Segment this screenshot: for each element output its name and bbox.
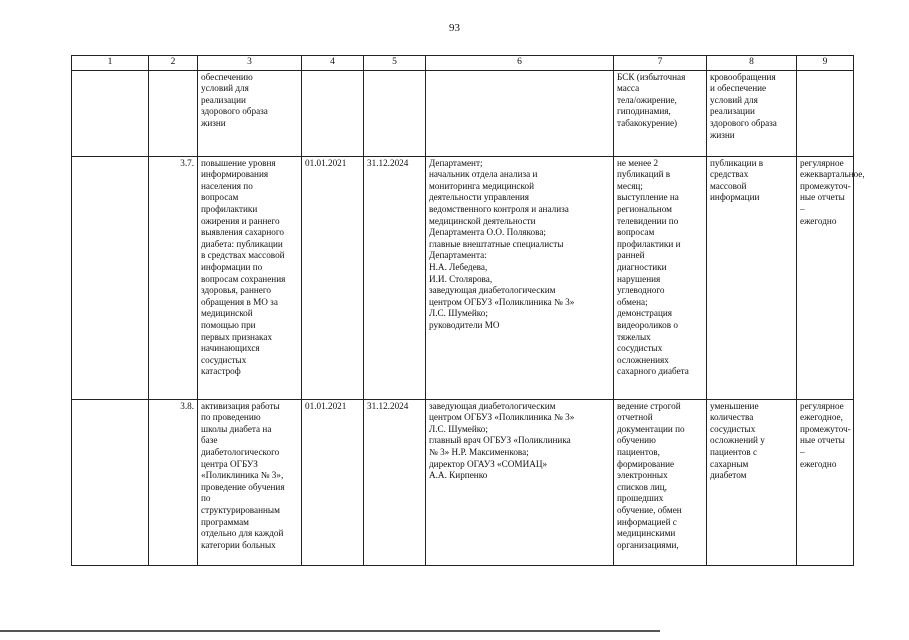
table-row [72, 399, 854, 565]
column-header: 4 [302, 56, 364, 71]
cell-result: публикации в средствах массовой информации [707, 156, 797, 399]
cell-activity: активизация работы по проведению школы диабета на базе диабетологического центра ОГБУЗ «Поликлиника № 3», проведение обучения по структурированным программам отдельно для каждой категории больных [198, 399, 302, 565]
cell-start-date: 01.01.2021 [302, 156, 364, 399]
cell-reporting: регулярное ежеквартальное, промежуточ- ные отчеты – ежегодно [797, 156, 854, 399]
cell-end-date: 31.12.2024 [364, 399, 426, 565]
cell-section [72, 156, 149, 399]
cell-item-number: 3.8. [149, 399, 198, 565]
table-row [72, 156, 854, 399]
cell-reporting: регулярное ежегодное, промежуточ- ные отчеты – ежегодно [797, 399, 854, 565]
column-header: 1 [72, 56, 149, 71]
cell-activity: повышение уровня информирования населения по вопросам профилактики ожирения и раннего выявления сахарного диабета: публикации в средствах массовой информации по вопросам сохранения здоровья, раннего обращения в МО за медицинской помощью при первых признаках начинающихся сосудистых катастроф [198, 156, 302, 399]
column-number-row [72, 56, 854, 71]
column-header: 8 [707, 56, 797, 71]
cell-indicator: БСК (избыточная масса тела/ожирение, гиподинамия, табакокурение) [614, 70, 707, 156]
column-header: 3 [198, 56, 302, 71]
page-number: 93 [449, 22, 460, 34]
cell-responsible: заведующая диабетологическим центром ОГБУЗ «Поликлиника № 3» Л.С. Шумейко; главный врач ОГБУЗ «Поликлиника № 3» Н.Р. Максименкова; директор ОГАУЗ «СОМИАЦ» А.А. Кирпенко [426, 399, 614, 565]
cell-item-number [149, 70, 198, 156]
table-row [72, 70, 854, 156]
cell-start-date: 01.01.2021 [302, 399, 364, 565]
scan-edge-line [0, 630, 660, 632]
column-header: 6 [426, 56, 614, 71]
column-header: 5 [364, 56, 426, 71]
cell-responsible: Департамент; начальник отдела анализа и мониторинга медицинской деятельности управления ведомственного контроля и анализа медицинской деятельности Департамента О.О. Полякова; главные внештатные специалисты Департамента: Н.А. Лебедева, И.И. Столярова, заведующая диабетологическим центром ОГБУЗ «Поликлиника № 3» Л.С. Шумейко; руководители МО [426, 156, 614, 399]
cell-result: кровообращения и обеспечение условий для реализации здорового образа жизни [707, 70, 797, 156]
cell-responsible [426, 70, 614, 156]
cell-activity: обеспечению условий для реализации здорового образа жизни [198, 70, 302, 156]
cell-end-date [364, 70, 426, 156]
cell-item-number: 3.7. [149, 156, 198, 399]
column-header: 2 [149, 56, 198, 71]
cell-end-date: 31.12.2024 [364, 156, 426, 399]
cell-section [72, 70, 149, 156]
plan-table [71, 55, 865, 566]
column-header: 7 [614, 56, 707, 71]
cell-indicator: не менее 2 публикаций в месяц; выступление на региональном телевидении по вопросам профилактики и ранней диагностики нарушения углеводного обмена; демонстрация видеороликов о тяжелых сосудистых осложнениях сахарного диабета [614, 156, 707, 399]
cell-reporting [797, 70, 854, 156]
column-header: 9 [797, 56, 854, 71]
cell-start-date [302, 70, 364, 156]
cell-result: уменьшение количества сосудистых осложнений у пациентов с сахарным диабетом [707, 399, 797, 565]
cell-indicator: ведение строгой отчетной документации по обучению пациентов, формирование электронных списков лиц, прошедших обучение, обмен информацией с медицинскими организациями, [614, 399, 707, 565]
cell-section [72, 399, 149, 565]
